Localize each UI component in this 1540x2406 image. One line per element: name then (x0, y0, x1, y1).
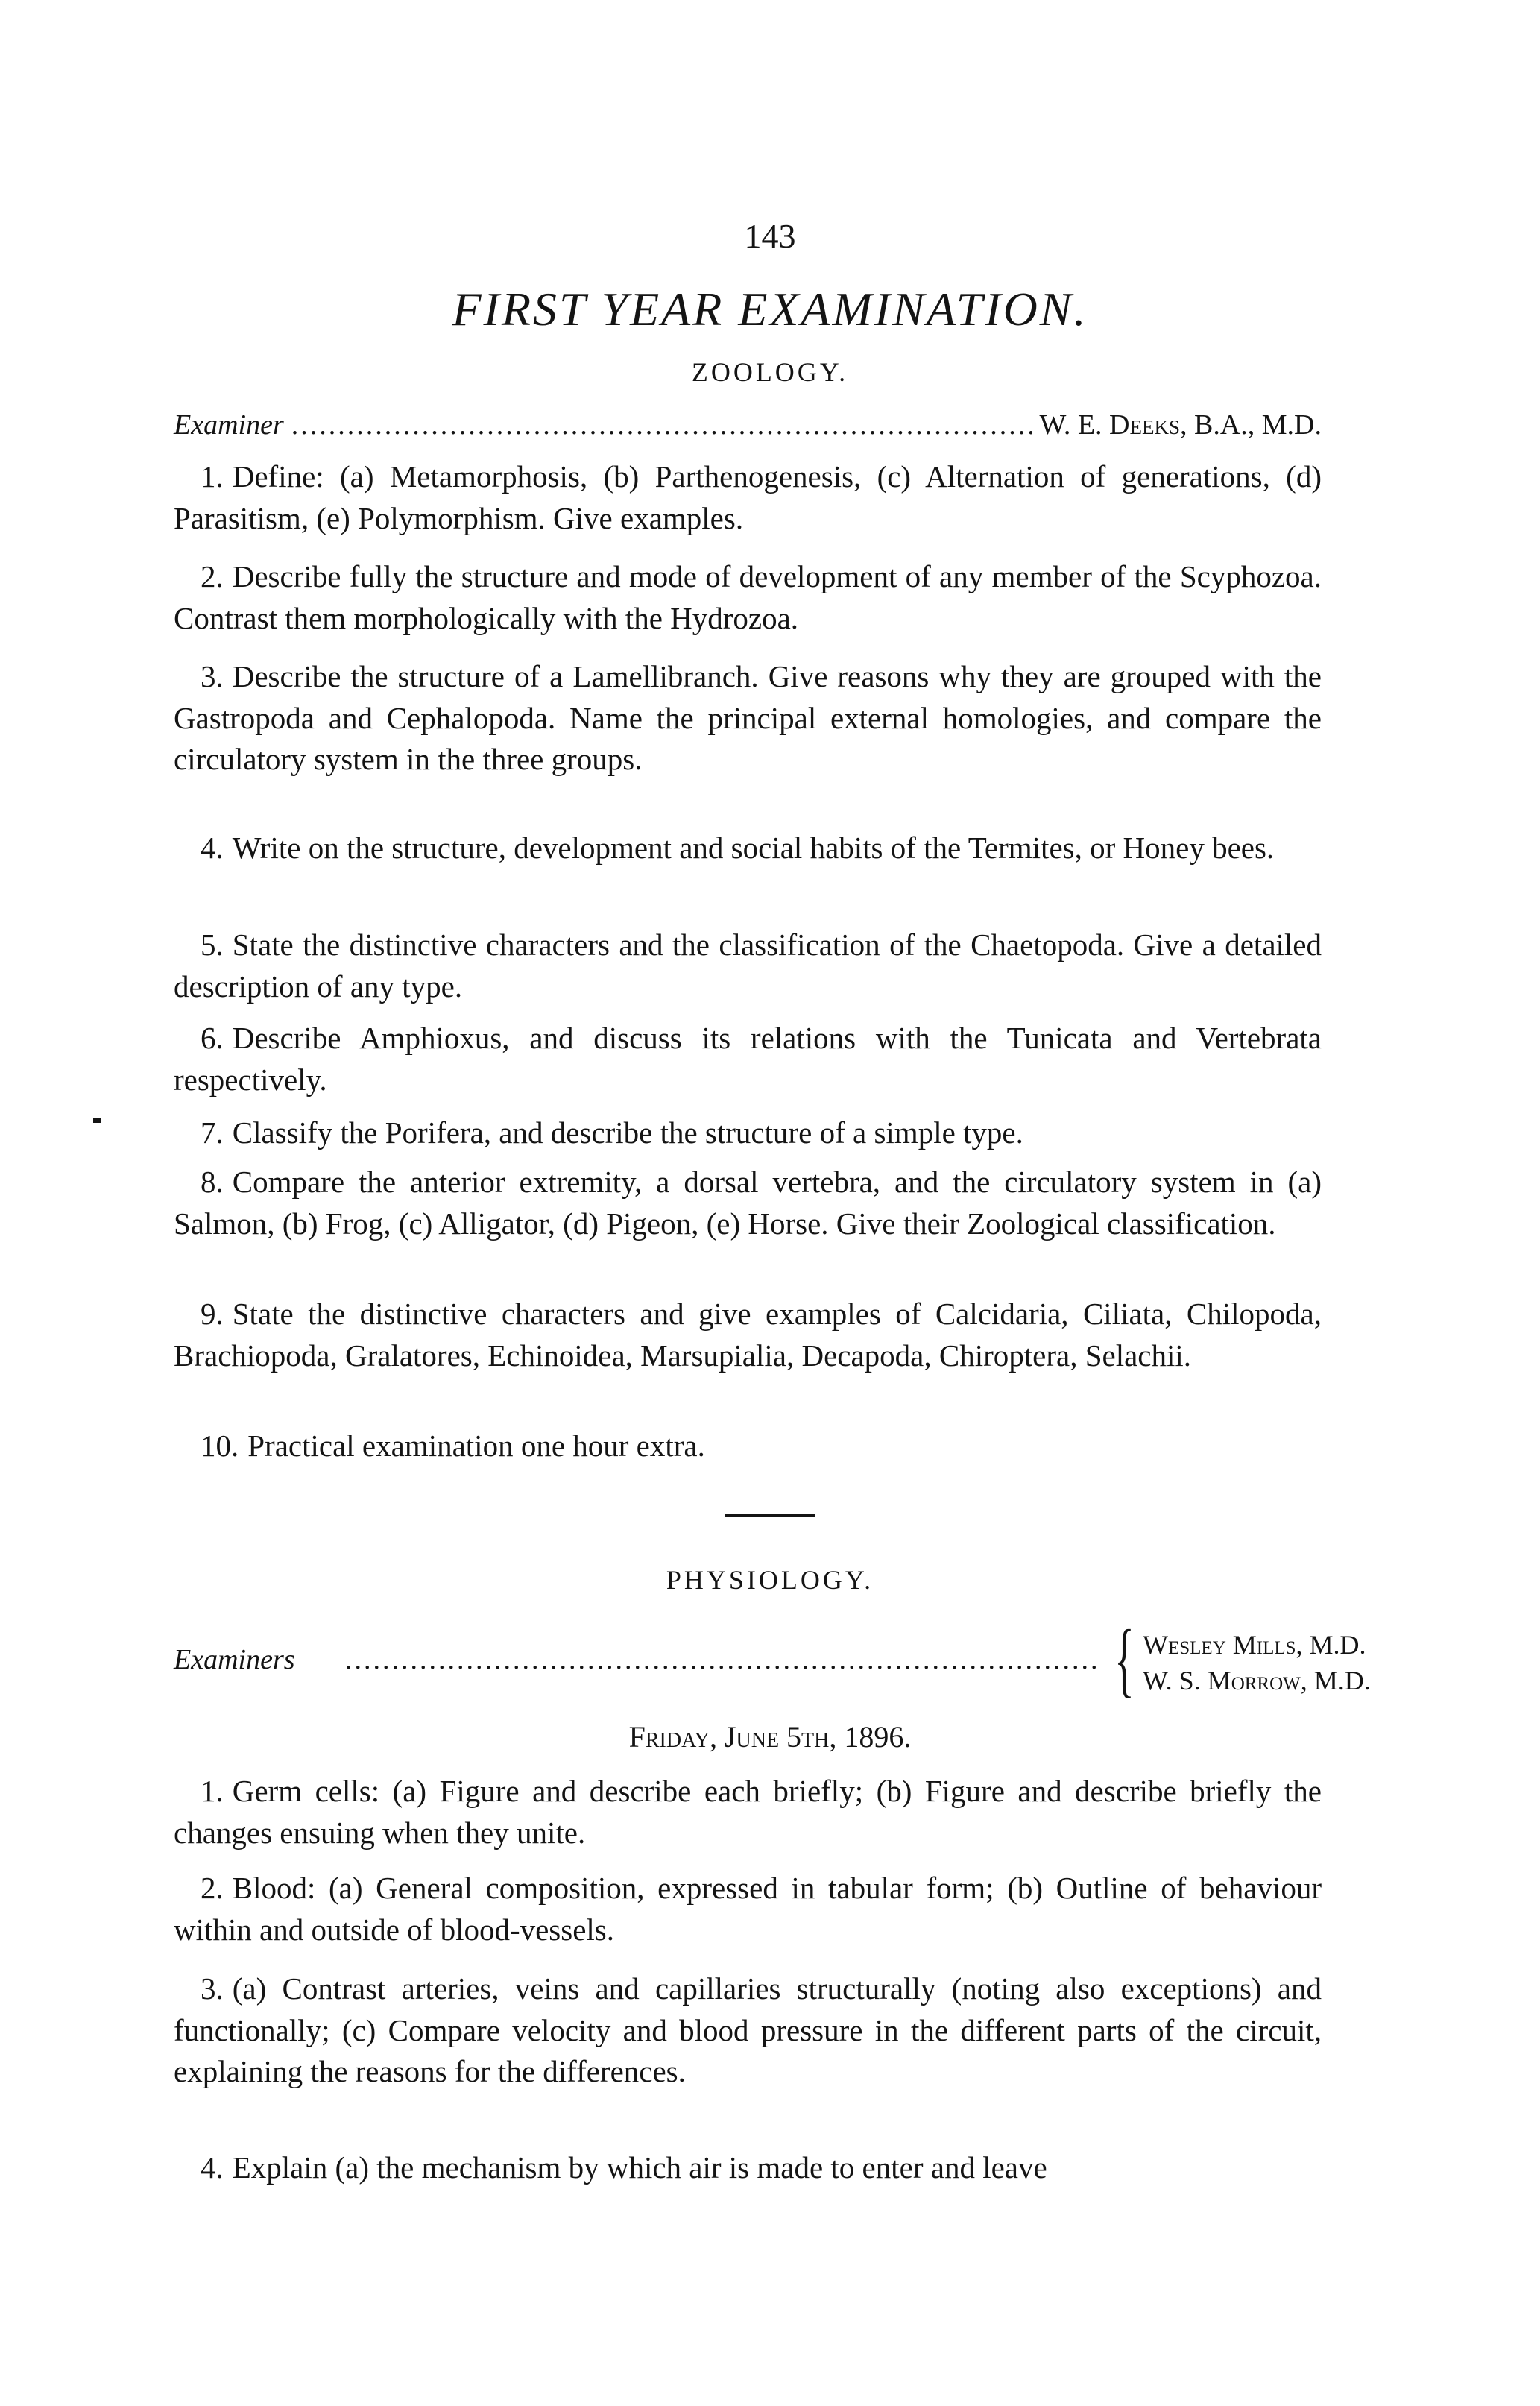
page-number: 143 (744, 217, 796, 255)
physiology-examiners-line (174, 1613, 1371, 1706)
examiner-names (1143, 1627, 1371, 1698)
zoology-question: 2. Describe fully the structure and mode of development of any member of the Scyphozoa. Contrast them morphologically with the Hydrozoa. (174, 559, 1322, 635)
leader-dots (291, 409, 1032, 441)
zoology-question: 7. Classify the Porifera, and describe the structure of a simple type. (201, 1115, 1023, 1150)
zoology-question: 4. Write on the structure, development and social habits of the Termites, or Honey bees. (201, 831, 1275, 865)
physiology-question: 2. Blood: (a) General composition, expressed in tabular form; (b) Outline of behaviour within and outside of blood-vessels. (174, 1871, 1322, 1947)
stray-mark (93, 1118, 101, 1123)
exam-date: Friday, June 5th, 1896. (628, 1720, 912, 1754)
zoology-question: 6. Describe Amphioxus, and discuss its relations with the Tunicata and Vertebrata respectively. (174, 1021, 1322, 1097)
section-divider (725, 1514, 815, 1517)
zoology-question: 5. State the distinctive characters and the classification of the Chaetopoda. Give a detailed description of any type. (174, 928, 1322, 1004)
exam-title: FIRST YEAR EXAMINATION. (452, 283, 1088, 336)
leader-dots (345, 1643, 1102, 1676)
zoology-heading: ZOOLOGY. (691, 357, 849, 387)
physiology-question: 4. Explain (a) the mechanism by which air is made to enter and leave (201, 2150, 1047, 2185)
zoology-question: 9. State the distinctive characters and give examples of Calcidaria, Ciliata, Chilopoda, Brachiopoda, Gralatores, Echinoidea, Marsupialia, Decapoda, Chiroptera, Selachii. (174, 1297, 1322, 1373)
zoology-question: 1. Define: (a) Metamorphosis, (b) Parthenogenesis, (c) Alternation of generations, (d) Parasitism, (e) Polymorphism. Give examples. (174, 459, 1322, 535)
examiner-name: W. S. Morrow, M.D. (1143, 1666, 1371, 1695)
physiology-heading: PHYSIOLOGY. (666, 1565, 874, 1595)
examiner-label: Examiner (174, 409, 284, 441)
zoology-question: 10. Practical examination one hour extra. (201, 1429, 705, 1463)
brace: { (1114, 1613, 1135, 1706)
physiology-question: 1. Germ cells: (a) Figure and describe each briefly; (b) Figure and describe briefly the changes ensuing when they unite. (174, 1774, 1322, 1850)
physiology-question: 3. (a) Contrast arteries, veins and capillaries structurally (noting also exceptions) and functionally; (c) Compare velocity and blood pressure in the different parts of the circuit, explaining the reasons for the differences. (174, 1971, 1322, 2088)
examiner-name: W. E. Deeks, B.A., M.D. (1039, 409, 1322, 441)
examiner-name: Wesley Mills, M.D. (1143, 1630, 1366, 1660)
zoology-examiner-line (174, 409, 1322, 441)
zoology-question: 8. Compare the anterior extremity, a dorsal vertebra, and the circulatory system in (a) Salmon, (b) Frog, (c) Alligator, (d) Pigeon, (e) Horse. Give their Zoological classification. (174, 1165, 1322, 1241)
zoology-question: 3. Describe the structure of a Lamellibranch. Give reasons why they are grouped with the Gastropoda and Cephalopoda. Name the principal external homologies, and compare the circulatory system in the three groups. (174, 659, 1322, 776)
examiners-label: Examiners (174, 1644, 295, 1675)
